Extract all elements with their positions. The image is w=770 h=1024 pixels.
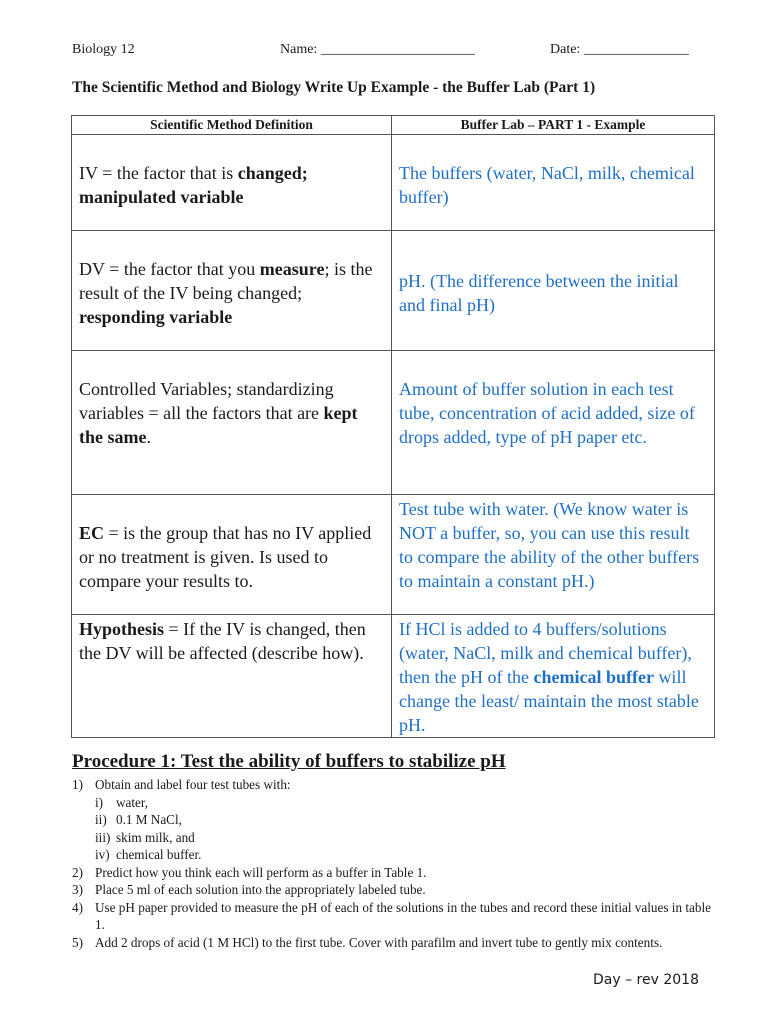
document-title: The Scientific Method and Biology Write Up Example - the Buffer Lab (Part 1)	[72, 79, 596, 96]
table-header-row	[72, 116, 715, 135]
sub-text: skim milk, and	[116, 829, 195, 845]
sub-text: chemical buffer.	[116, 847, 202, 862]
list-item	[95, 794, 722, 812]
name-field[interactable]: Name: ______________________	[280, 42, 475, 57]
example-cell: pH. (The difference between the initial and final pH)	[392, 231, 715, 351]
example-cell: If HCl is added to 4 buffers/solutions (water, NaCl, milk and chemical buffer), then the pH of the chemical buffer will change the least/ maintain the most stable pH.	[392, 615, 715, 738]
example-cell: Test tube with water. (We know water is NOT a buffer, so, you can use this result to compare the ability of the other buffers to maintain a constant pH.)	[392, 495, 715, 615]
sub-number: ii)	[95, 812, 107, 827]
sub-text: 0.1 M NaCl,	[116, 812, 182, 827]
definition-cell: DV = the factor that you measure; is the result of the IV being changed; responding variable	[72, 231, 392, 351]
definition-cell: EC = is the group that has no IV applied or no treatment is given. Is used to compare your results to.	[72, 495, 392, 615]
column-header-definition: Scientific Method Definition	[72, 116, 392, 135]
table-row-dv	[72, 231, 715, 351]
sub-number: iii)	[95, 829, 111, 845]
table-row-controlled	[72, 351, 715, 495]
procedure-steps	[72, 776, 722, 951]
table-row-hypothesis	[72, 615, 715, 738]
step-text: Predict how you think each will perform as a buffer in Table 1.	[95, 864, 427, 880]
list-item	[72, 864, 722, 882]
step-number: 5)	[72, 934, 83, 950]
step-number: 2)	[72, 864, 83, 880]
procedure-heading: Procedure 1: Test the ability of buffers to stabilize pH	[72, 751, 506, 772]
example-cell: Amount of buffer solution in each test tube, concentration of acid added, size of drops added, type of pH paper etc.	[392, 351, 715, 495]
sub-text: water,	[116, 794, 149, 810]
list-item	[72, 899, 722, 934]
step-number: 4)	[72, 899, 83, 915]
step-text: Place 5 ml of each solution into the appropriately labeled tube.	[95, 882, 426, 897]
step-text: Obtain and label four test tubes with:	[95, 777, 291, 792]
list-item	[95, 829, 722, 847]
list-item	[72, 776, 722, 864]
definition-cell: Hypothesis = If the IV is changed, then the DV will be affected (describe how).	[72, 615, 392, 738]
step-number: 1)	[72, 777, 83, 792]
sub-number: iv)	[95, 847, 110, 862]
list-item	[95, 811, 722, 829]
table-row-ec	[72, 495, 715, 615]
page-footer: Day – rev 2018	[593, 972, 699, 988]
table-row-iv	[72, 135, 715, 231]
step-text: Use pH paper provided to measure the pH of each of the solutions in the tubes and record these initial values in table 1.	[95, 899, 711, 932]
column-header-example: Buffer Lab – PART 1 - Example	[392, 116, 715, 135]
definition-cell: IV = the factor that is changed; manipulated variable	[72, 135, 392, 231]
list-item	[72, 881, 722, 899]
example-cell: The buffers (water, NaCl, milk, chemical buffer)	[392, 135, 715, 231]
date-field[interactable]: Date: _______________	[550, 42, 689, 57]
sub-list	[95, 794, 722, 864]
step-number: 3)	[72, 882, 83, 897]
scientific-method-table	[71, 115, 715, 738]
definition-cell: Controlled Variables; standardizing variables = all the factors that are kept the same.	[72, 351, 392, 495]
list-item	[72, 934, 722, 952]
course-label: Biology 12	[72, 42, 135, 57]
list-item	[95, 846, 722, 864]
step-text: Add 2 drops of acid (1 M HCl) to the first tube. Cover with parafilm and invert tube to gently mix contents.	[95, 934, 663, 950]
sub-number: i)	[95, 794, 104, 810]
